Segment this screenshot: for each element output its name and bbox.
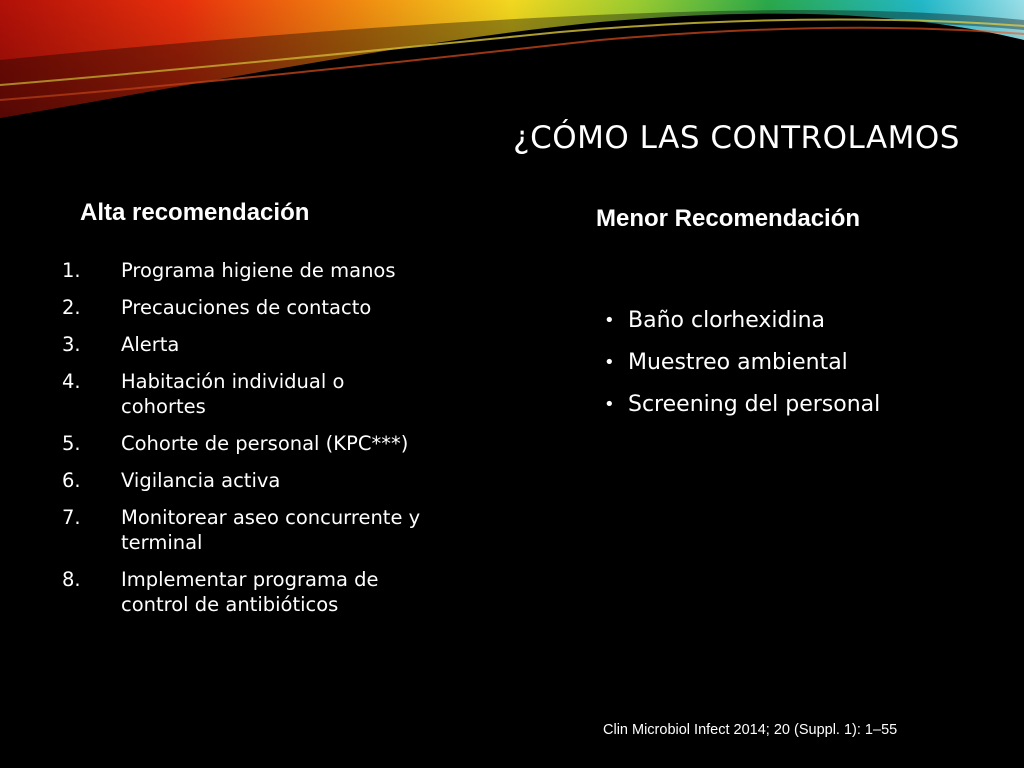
item-number: 5. bbox=[62, 432, 81, 455]
low-recommendation-list bbox=[604, 307, 880, 433]
right-column-heading: Menor Recomendación bbox=[596, 205, 861, 232]
decorative-banner bbox=[0, 0, 1024, 140]
bullet-item bbox=[604, 307, 880, 335]
left-column-heading: Alta recomendación bbox=[80, 199, 310, 226]
item-text: Implementar programa de control de antibióticos bbox=[121, 568, 379, 616]
item-text: Habitación individual o cohortes bbox=[121, 370, 345, 418]
list-item bbox=[62, 567, 422, 617]
list-item bbox=[62, 468, 422, 493]
item-text: Vigilancia activa bbox=[121, 469, 281, 492]
item-number: 8. bbox=[62, 568, 81, 591]
item-text: Alerta bbox=[121, 333, 180, 356]
bullet-icon: • bbox=[604, 352, 615, 373]
high-recommendation-list bbox=[62, 258, 422, 629]
bullet-text: Screening del personal bbox=[628, 392, 881, 417]
list-item bbox=[62, 258, 422, 283]
list-item bbox=[62, 295, 422, 320]
bullet-item bbox=[604, 391, 880, 419]
bullet-text: Muestreo ambiental bbox=[628, 350, 848, 375]
bullet-text: Baño clorhexidina bbox=[628, 308, 826, 333]
list-item bbox=[62, 369, 422, 419]
item-number: 1. bbox=[62, 259, 81, 282]
bullet-icon: • bbox=[604, 310, 615, 331]
citation: Clin Microbiol Infect 2014; 20 (Suppl. 1): 1–55 bbox=[603, 722, 898, 738]
item-text: Precauciones de contacto bbox=[121, 296, 372, 319]
item-text: Cohorte de personal (KPC***) bbox=[121, 432, 409, 455]
item-number: 2. bbox=[62, 296, 81, 319]
bullet-icon: • bbox=[604, 394, 615, 415]
item-number: 6. bbox=[62, 469, 81, 492]
item-number: 7. bbox=[62, 506, 81, 529]
list-item bbox=[62, 505, 422, 555]
list-item bbox=[62, 332, 422, 357]
bullet-item bbox=[604, 349, 880, 377]
slide-title: ¿CÓMO LAS CONTROLAMOS bbox=[513, 120, 960, 156]
item-text: Monitorear aseo concurrente y terminal bbox=[121, 506, 421, 554]
item-text: Programa higiene de manos bbox=[121, 259, 396, 282]
item-number: 3. bbox=[62, 333, 81, 356]
item-number: 4. bbox=[62, 370, 81, 393]
list-item bbox=[62, 431, 422, 456]
